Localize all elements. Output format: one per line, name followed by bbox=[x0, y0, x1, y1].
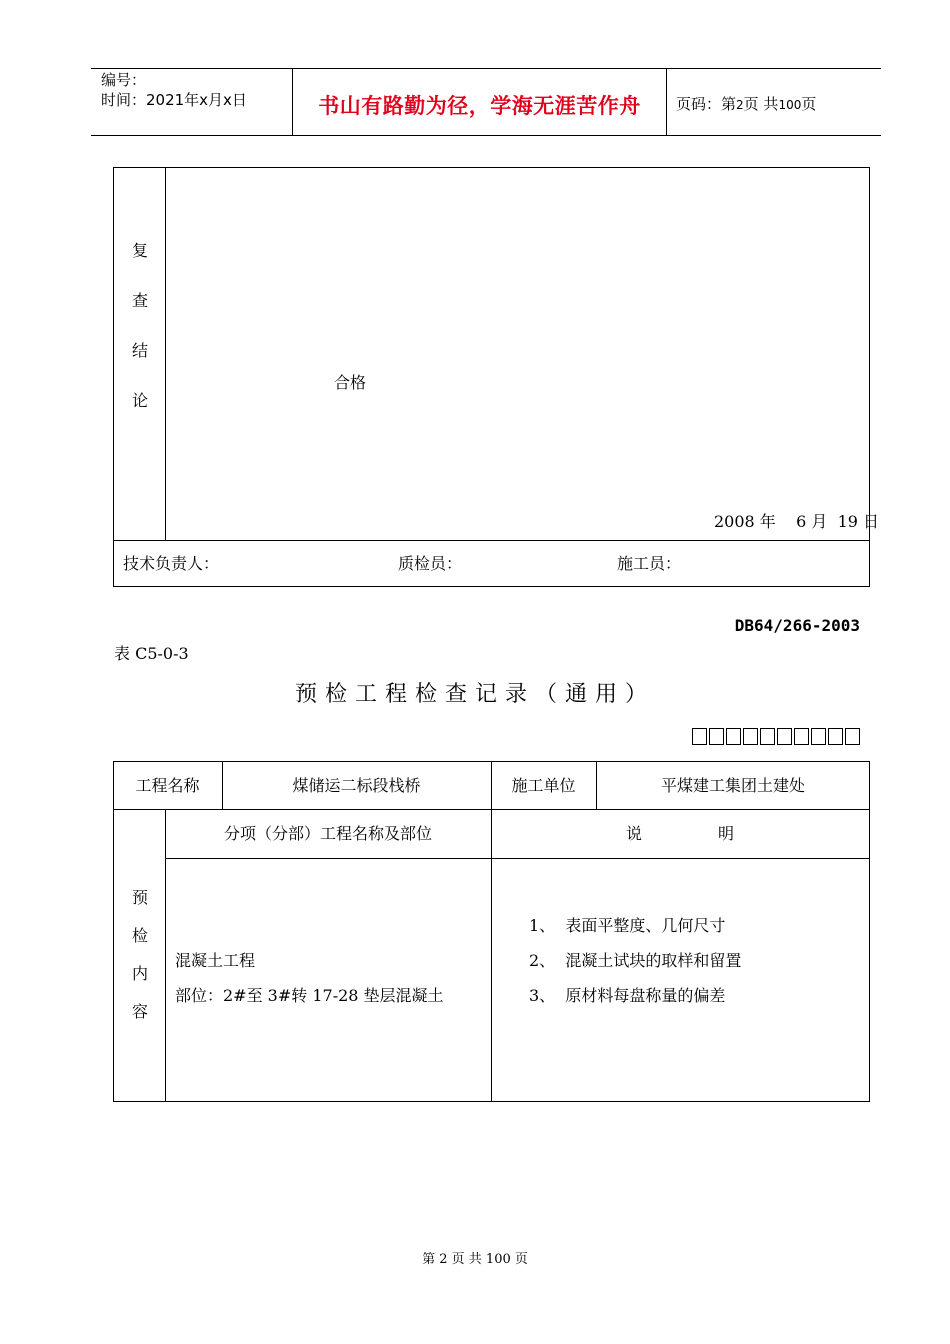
desc-item-1: 1、 表面平整度、几何尺寸 bbox=[529, 916, 726, 935]
review-date: 2008 年 6 月 19 日 bbox=[714, 512, 880, 531]
precheck-side-char-3: 内 bbox=[131, 964, 148, 983]
header-top-rule bbox=[91, 68, 881, 69]
precheck-side-char-1: 预 bbox=[131, 888, 148, 907]
number-label: 编号： bbox=[101, 71, 147, 89]
desc-item-3: 3、 原材料每盘称量的偏差 bbox=[529, 986, 726, 1005]
page-number: 2 bbox=[736, 98, 744, 112]
code-box bbox=[709, 728, 724, 745]
worker-label: 施工员： bbox=[617, 554, 682, 573]
page-suffix: 页 bbox=[801, 95, 817, 113]
page-total: 100 bbox=[778, 98, 802, 112]
review-side-char-2: 查 bbox=[131, 291, 148, 310]
project-name-label: 工程名称 bbox=[135, 776, 200, 795]
desc-header-1: 说 bbox=[626, 824, 643, 843]
code-box bbox=[811, 728, 826, 745]
code-box bbox=[692, 728, 707, 745]
contractor: 平煤建工集团土建处 bbox=[660, 776, 805, 795]
review-table-vline bbox=[165, 167, 166, 540]
project-name: 煤储运二标段栈桥 bbox=[292, 776, 421, 795]
review-result: 合格 bbox=[334, 373, 367, 392]
code-box bbox=[828, 728, 843, 745]
header-page-info bbox=[676, 93, 816, 114]
subitem-name: 混凝土工程 bbox=[175, 951, 256, 970]
precheck-vline-side bbox=[165, 809, 166, 1102]
precheck-side-char-2: 检 bbox=[131, 926, 148, 945]
subitem-location: 部位：2#至 3#转 17-28 垫层混凝土 bbox=[175, 986, 444, 1005]
document-title: 预检工程检查记录（通用） bbox=[294, 682, 655, 707]
header-divider-right bbox=[666, 68, 667, 135]
precheck-row2-bottom bbox=[165, 858, 870, 859]
precheck-vline-b bbox=[491, 761, 492, 1102]
desc-item-2: 2、 混凝土试块的取样和留置 bbox=[529, 951, 742, 970]
header-bottom-rule bbox=[91, 135, 881, 136]
page-footer: 第 2 页 共 100 页 bbox=[422, 1252, 528, 1267]
review-table-hline bbox=[113, 540, 870, 541]
contractor-label: 施工单位 bbox=[511, 776, 576, 795]
precheck-side-char-4: 容 bbox=[131, 1002, 148, 1021]
inspector-label: 质检员： bbox=[398, 554, 463, 573]
header-motto: 书山有路勤为径，学海无涯苦作舟 bbox=[318, 94, 641, 118]
code-box bbox=[726, 728, 741, 745]
form-number: 表 C5-0-3 bbox=[114, 644, 189, 663]
review-side-char-3: 结 bbox=[131, 341, 148, 360]
code-box bbox=[760, 728, 775, 745]
code-box bbox=[777, 728, 792, 745]
standard-number: DB64/266-2003 bbox=[734, 616, 860, 635]
record-code-boxes bbox=[690, 728, 860, 745]
code-box bbox=[743, 728, 758, 745]
header-meta bbox=[101, 70, 247, 110]
page-mid: 页 共 bbox=[743, 95, 779, 113]
time-label: 时间：2021年x月x日 bbox=[101, 91, 247, 109]
review-side-char-1: 复 bbox=[131, 241, 148, 260]
page-prefix: 页码：第 bbox=[676, 95, 737, 113]
code-box bbox=[845, 728, 860, 745]
tech-lead-label: 技术负责人： bbox=[123, 554, 220, 573]
code-box bbox=[794, 728, 809, 745]
subitem-header: 分项（分部）工程名称及部位 bbox=[223, 824, 432, 843]
review-side-char-4: 论 bbox=[131, 391, 148, 410]
desc-header-2: 明 bbox=[718, 824, 735, 843]
